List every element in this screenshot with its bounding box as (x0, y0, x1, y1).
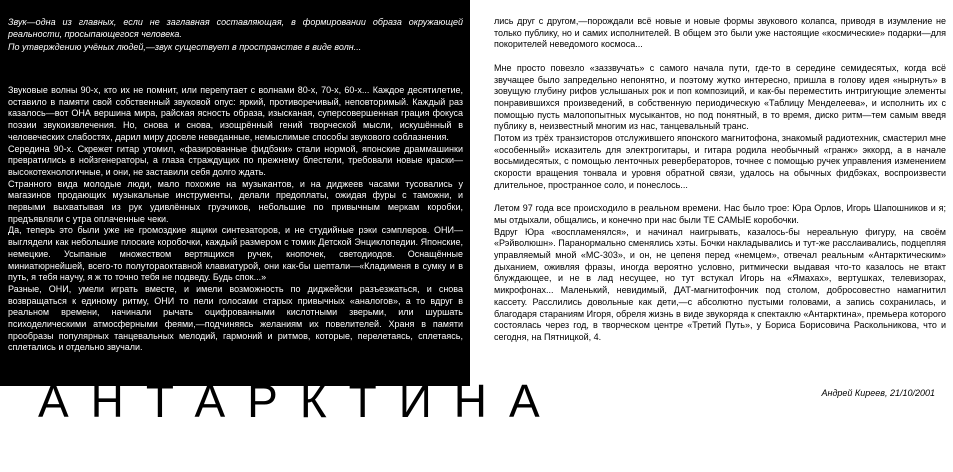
paragraph: Странного вида молодые люди, мало похожие на музыкантов, и на диджеев часами тусовались у магазинов продающих музыкальные инструменты, делали предоплаты, ожидая фуры с таможни, и первыми выхватывая из рук удивлённых грузчиков, небольшие по привычным меркам коробки, предъявляли с утра оплаченные чеки. (8, 178, 463, 224)
paragraph: Летом 97 года все происходило в реальном времени. Нас было трое: Юра Орлов, Игорь Шапошников и я; мы отдыхали, общались, и конечно при нас были ТЕ САМЫЕ коробочки. (494, 203, 946, 225)
paragraph: Да, теперь это были уже не громоздкие ящики синтезаторов, и не студийные рэки сэмплеров. ОНИ—выглядели как небольшие плоские коробочки, каждый размером с томик Детской Энциклопедии. Японские, немецкие. Усыпаные множеством вертящихся ручек, кнопочек, светодиодов. Оснащённые миниатюрнейшей, всего-то полутораоктавной клавиатурой, они как-бы шептали—«Кладименя в сумку и в путь, я тебя научу, я ж то точно тебя не подведу. Будь спок...» (8, 225, 463, 283)
intro-line: По утверждению учёных людей,—звук существует в пространстве в виде волн... (8, 41, 362, 52)
paragraph-gap (494, 51, 946, 63)
paragraph: лись друг с другом,—порождали всё новые и новые формы звукового колапса, приводя в изумление не только публику, но и самих исполнителей. В общем это были уже настоящие «космические» подарки—для покорителей неведомого космоса... (494, 16, 946, 50)
left-page (0, 0, 470, 386)
paragraph-gap (494, 192, 946, 204)
paragraph: Потом из трёх транзисторов отслужившего японского магнитофона, знакомый радиотехник, смастерил мне «особенный» исказитель для электрогитары, и гитара родила необычный «гранж» эккорд, а в начале восьмидесятых, с помощью ленточных ревербераторов, точнее с помощью ручек управления изменением скорости вращения тонвала и уровня обратной связи, удалось на обычных фидбэках, воспроизвести длительное, пространное соло, и понеслось... (494, 133, 946, 190)
right-body-text (494, 16, 946, 344)
paragraph: Вдруг Юра «воспламенялся», и начинал наигрывать, казалось-бы нереальную фигуру, на своём «Рэйволюшн». Паранормально сменялись хэты. Бочки накладывались и тут-же расслаивались, подцепляя управляемый мной «MC-303», и он, не цепеня перед «немцем», отвечал реальным «Антарктическим» дыханием, оживляя фразы, иногда вероятно условно, ритмически выдавая что-то казалось не втакт блуждающее, и не в лад несущее, но тут встукал Игорь на «Ямахах», вертушках, телевизорах, микрофонах... Маленький, невидимый, ДАТ-магнитофончик под столом, добросовестно намагнитил кассету. Расслились довольные как дети,—с абсолютно пустыми головами, а запись сохранилась, и благодаря стараниям Игоря, обреля жизнь в виде звукоряда к спектаклю «Антарктина», премьера которого состоялась через год, в творческом центре «Третий Путь», у Бориса Борисовича Раскольникова, что и сегодня, на Пятницкой, 4. (494, 226, 946, 342)
album-title: АНТАРКТИНА (38, 375, 562, 427)
paragraph: Звуковые волны 90-х, кто их не помнит, или перепутает с волнами 80-х, 70-х, 60-х... Каждое десятилетие, оставило в памяти свой собственный звуковой опус: яркий, противоречивый, неповторимый. Каждый раз казалось—вот ОНА вершина мира, райская ясность образа, изысканая, суперсовершенная грация фокуса поэзии звукоизвлечения. Но, снова и снова, изощрённый гений творческой мысли, искушённый в человеческих слабостях, дарил миру доселе неведанные, немыслимые способы звукового соблазнения. (8, 85, 463, 142)
intro-text (8, 16, 463, 53)
paragraph: Середина 90-х. Скрежет гитар утомил, «фазированные фидбэки» стали нормой, японские драммашинки превратились в нойзгенераторы, а глаза страждущих по прежнему блестели, требовали новые краски—высокотехнологичные, и они, не заставили себя долго ждать. (8, 143, 463, 177)
paragraph: Мне просто повезло «заззвучать» с самого начала пути, где-то в середине семидесятых, когда всё звучащее было запредельно непонятно, и поэтому жутко интересно, пришла в голову идея «нырнуть» в зовущую глубину рифов услышаных рок и поп композиций, и как-бы переместить интригующие элементы понравившихся произведений, в собственную периодическую «Таблицу Менделеева», и исполнить их с помощью пусть малопопытных мусыкантов, но под понятный, в то время, диско ритм—тем самым введя публику в, неизвестный многим из нас, танцевальный транс. (494, 62, 946, 132)
paragraph: Разные, ОНИ, умели играть вместе, и имели возможность по диджейски разъезжаться, и снова возвращаться к единому ритму, ОНИ то пели голосами старых привычных «аналогов», а то вдруг в реальном времени, начинали рычать оцифрованными кислотными зверьми, или шуршать психоделическими атмосферными феями,—подчиняясь желаниям их повелителей. Храня в памяти прообразы популярных танцевальных мелодий, гармоний и ритмов, которые, перелетаясь, сплетаясь, сплетались и отдельно звучали. (8, 283, 463, 353)
intro-line: Звук—одна из главных, если не заглавная составляющая, в формировании образа окружающей реальности, просыпающегося человека. (8, 17, 463, 40)
left-body-text (8, 85, 463, 354)
author-signature: Андрей Киреев, 21/10/2001 (821, 388, 935, 398)
